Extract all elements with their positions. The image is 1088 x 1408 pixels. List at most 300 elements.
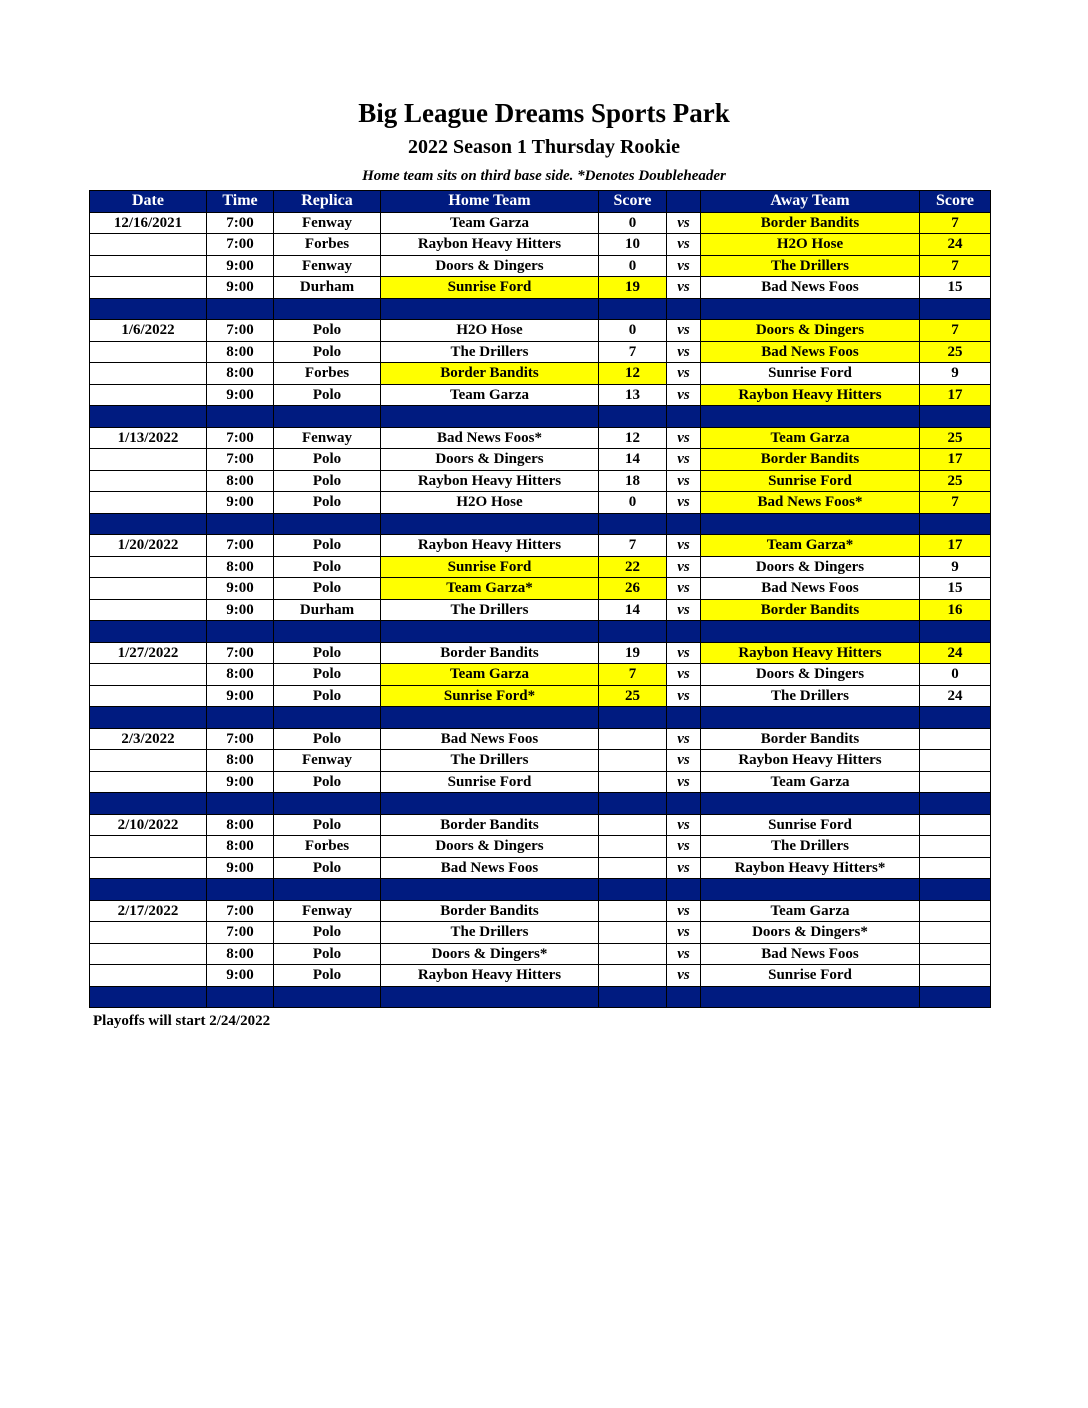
time-cell: 7:00 xyxy=(207,449,274,471)
away-score-cell xyxy=(920,771,991,793)
vs-cell: vs xyxy=(667,556,701,578)
time-cell: 9:00 xyxy=(207,492,274,514)
home-score-cell xyxy=(599,922,667,944)
table-row xyxy=(90,470,991,492)
separator-cell xyxy=(90,406,207,428)
away-score-cell xyxy=(920,965,991,987)
home-team-cell: Border Bandits xyxy=(381,363,599,385)
home-score-cell xyxy=(599,814,667,836)
time-cell: 7:00 xyxy=(207,922,274,944)
separator-cell xyxy=(274,406,381,428)
separator-cell xyxy=(274,621,381,643)
home-score-cell: 0 xyxy=(599,492,667,514)
away-score-cell: 17 xyxy=(920,384,991,406)
date-cell xyxy=(90,836,207,858)
replica-cell: Polo xyxy=(274,857,381,879)
separator-cell xyxy=(207,707,274,729)
replica-cell: Polo xyxy=(274,384,381,406)
away-score-cell: 25 xyxy=(920,341,991,363)
separator-cell xyxy=(920,406,991,428)
home-team-cell: Doors & Dingers xyxy=(381,255,599,277)
vs-cell: vs xyxy=(667,427,701,449)
time-cell: 7:00 xyxy=(207,535,274,557)
away-team-cell: Team Garza xyxy=(701,427,920,449)
date-cell xyxy=(90,685,207,707)
replica-cell: Durham xyxy=(274,599,381,621)
away-team-cell: Border Bandits xyxy=(701,449,920,471)
home-team-cell: Doors & Dingers xyxy=(381,449,599,471)
home-team-cell: Raybon Heavy Hitters xyxy=(381,535,599,557)
away-team-cell: Border Bandits xyxy=(701,728,920,750)
time-cell: 9:00 xyxy=(207,857,274,879)
date-cell xyxy=(90,965,207,987)
separator-cell xyxy=(90,707,207,729)
table-row xyxy=(90,900,991,922)
vs-cell: vs xyxy=(667,965,701,987)
home-team-cell: Raybon Heavy Hitters xyxy=(381,470,599,492)
vs-cell: vs xyxy=(667,857,701,879)
home-score-cell: 0 xyxy=(599,212,667,234)
week-separator-row xyxy=(90,406,991,428)
date-cell xyxy=(90,234,207,256)
date-cell: 2/10/2022 xyxy=(90,814,207,836)
separator-cell xyxy=(667,513,701,535)
home-team-cell: Team Garza xyxy=(381,664,599,686)
table-row xyxy=(90,857,991,879)
table-row xyxy=(90,277,991,299)
table-row xyxy=(90,320,991,342)
time-cell: 7:00 xyxy=(207,234,274,256)
time-cell: 7:00 xyxy=(207,642,274,664)
home-score-cell: 0 xyxy=(599,255,667,277)
table-row xyxy=(90,449,991,471)
replica-cell: Forbes xyxy=(274,836,381,858)
replica-cell: Durham xyxy=(274,277,381,299)
away-team-cell: Bad News Foos xyxy=(701,341,920,363)
vs-cell: vs xyxy=(667,599,701,621)
away-score-cell xyxy=(920,900,991,922)
away-team-cell: Doors & Dingers xyxy=(701,556,920,578)
separator-cell xyxy=(90,986,207,1008)
home-score-cell: 22 xyxy=(599,556,667,578)
home-team-cell: Doors & Dingers xyxy=(381,836,599,858)
away-score-cell xyxy=(920,943,991,965)
home-score-cell xyxy=(599,728,667,750)
separator-cell xyxy=(274,298,381,320)
table-row xyxy=(90,965,991,987)
vs-cell: vs xyxy=(667,578,701,600)
table-row xyxy=(90,750,991,772)
separator-cell xyxy=(207,793,274,815)
separator-cell xyxy=(701,879,920,901)
away-score-cell: 7 xyxy=(920,255,991,277)
separator-cell xyxy=(381,513,599,535)
home-score-cell xyxy=(599,836,667,858)
col-header-home-team: Home Team xyxy=(381,191,599,213)
away-score-cell: 17 xyxy=(920,535,991,557)
table-header-row xyxy=(90,191,991,213)
col-header-date: Date xyxy=(90,191,207,213)
replica-cell: Polo xyxy=(274,578,381,600)
date-cell: 2/17/2022 xyxy=(90,900,207,922)
home-score-cell: 25 xyxy=(599,685,667,707)
time-cell: 8:00 xyxy=(207,470,274,492)
away-team-cell: Team Garza xyxy=(701,900,920,922)
replica-cell: Forbes xyxy=(274,234,381,256)
home-score-cell: 18 xyxy=(599,470,667,492)
date-cell xyxy=(90,771,207,793)
home-team-cell: Border Bandits xyxy=(381,814,599,836)
week-separator-row xyxy=(90,707,991,729)
away-score-cell: 15 xyxy=(920,578,991,600)
separator-cell xyxy=(381,879,599,901)
week-separator-row xyxy=(90,298,991,320)
separator-cell xyxy=(920,513,991,535)
separator-cell xyxy=(701,793,920,815)
time-cell: 7:00 xyxy=(207,900,274,922)
home-team-cell: Border Bandits xyxy=(381,900,599,922)
home-score-cell: 12 xyxy=(599,427,667,449)
replica-cell: Polo xyxy=(274,449,381,471)
vs-cell: vs xyxy=(667,363,701,385)
separator-cell xyxy=(667,621,701,643)
time-cell: 7:00 xyxy=(207,427,274,449)
away-score-cell: 24 xyxy=(920,642,991,664)
home-team-cell: Border Bandits xyxy=(381,642,599,664)
date-cell xyxy=(90,277,207,299)
separator-cell xyxy=(667,793,701,815)
separator-cell xyxy=(599,298,667,320)
table-row xyxy=(90,664,991,686)
home-score-cell: 7 xyxy=(599,535,667,557)
away-score-cell: 9 xyxy=(920,556,991,578)
time-cell: 8:00 xyxy=(207,341,274,363)
week-separator-row xyxy=(90,986,991,1008)
separator-cell xyxy=(207,986,274,1008)
home-team-cell: The Drillers xyxy=(381,750,599,772)
time-cell: 9:00 xyxy=(207,255,274,277)
week-separator-row xyxy=(90,793,991,815)
date-cell: 12/16/2021 xyxy=(90,212,207,234)
separator-cell xyxy=(90,298,207,320)
page-subtitle: 2022 Season 1 Thursday Rookie xyxy=(408,136,680,158)
away-team-cell: The Drillers xyxy=(701,836,920,858)
separator-cell xyxy=(920,621,991,643)
separator-cell xyxy=(920,298,991,320)
separator-cell xyxy=(274,707,381,729)
vs-cell: vs xyxy=(667,814,701,836)
date-cell: 2/3/2022 xyxy=(90,728,207,750)
home-team-cell: The Drillers xyxy=(381,341,599,363)
table-row xyxy=(90,212,991,234)
separator-cell xyxy=(667,986,701,1008)
vs-cell: vs xyxy=(667,922,701,944)
schedule-table xyxy=(89,190,991,1008)
away-team-cell: Sunrise Ford xyxy=(701,470,920,492)
replica-cell: Polo xyxy=(274,814,381,836)
home-team-cell: Bad News Foos xyxy=(381,857,599,879)
col-header-vs xyxy=(667,191,701,213)
table-row xyxy=(90,814,991,836)
table-row xyxy=(90,535,991,557)
vs-cell: vs xyxy=(667,535,701,557)
vs-cell: vs xyxy=(667,750,701,772)
date-cell xyxy=(90,857,207,879)
table-row xyxy=(90,922,991,944)
schedule-note: Home team sits on third base side. *Denotes Doubleheader xyxy=(362,168,726,184)
home-team-cell: Bad News Foos xyxy=(381,728,599,750)
table-row xyxy=(90,234,991,256)
away-team-cell: Raybon Heavy Hitters xyxy=(701,750,920,772)
away-score-cell: 15 xyxy=(920,277,991,299)
separator-cell xyxy=(274,513,381,535)
away-team-cell: Bad News Foos* xyxy=(701,492,920,514)
vs-cell: vs xyxy=(667,943,701,965)
replica-cell: Polo xyxy=(274,771,381,793)
vs-cell: vs xyxy=(667,320,701,342)
separator-cell xyxy=(274,879,381,901)
time-cell: 7:00 xyxy=(207,212,274,234)
separator-cell xyxy=(381,793,599,815)
home-score-cell xyxy=(599,750,667,772)
date-cell xyxy=(90,384,207,406)
separator-cell xyxy=(667,298,701,320)
vs-cell: vs xyxy=(667,492,701,514)
separator-cell xyxy=(90,513,207,535)
date-cell: 1/6/2022 xyxy=(90,320,207,342)
col-header-away-team: Away Team xyxy=(701,191,920,213)
away-score-cell xyxy=(920,814,991,836)
separator-cell xyxy=(207,298,274,320)
time-cell: 9:00 xyxy=(207,771,274,793)
away-score-cell: 7 xyxy=(920,320,991,342)
vs-cell: vs xyxy=(667,384,701,406)
separator-cell xyxy=(599,707,667,729)
separator-cell xyxy=(599,879,667,901)
home-score-cell xyxy=(599,771,667,793)
away-team-cell: Raybon Heavy Hitters xyxy=(701,384,920,406)
home-team-cell: Team Garza xyxy=(381,384,599,406)
home-score-cell xyxy=(599,900,667,922)
away-score-cell: 0 xyxy=(920,664,991,686)
replica-cell: Polo xyxy=(274,320,381,342)
away-score-cell xyxy=(920,857,991,879)
table-row xyxy=(90,771,991,793)
separator-cell xyxy=(701,621,920,643)
separator-cell xyxy=(701,513,920,535)
table-row xyxy=(90,427,991,449)
away-score-cell xyxy=(920,836,991,858)
away-score-cell: 17 xyxy=(920,449,991,471)
week-separator-row xyxy=(90,621,991,643)
separator-cell xyxy=(207,406,274,428)
home-score-cell: 7 xyxy=(599,341,667,363)
home-team-cell: Sunrise Ford xyxy=(381,277,599,299)
table-row xyxy=(90,556,991,578)
table-row xyxy=(90,943,991,965)
separator-cell xyxy=(920,793,991,815)
vs-cell: vs xyxy=(667,277,701,299)
home-score-cell xyxy=(599,857,667,879)
table-row xyxy=(90,685,991,707)
home-score-cell xyxy=(599,943,667,965)
away-team-cell: The Drillers xyxy=(701,685,920,707)
date-cell xyxy=(90,664,207,686)
time-cell: 8:00 xyxy=(207,814,274,836)
home-team-cell: H2O Hose xyxy=(381,492,599,514)
separator-cell xyxy=(920,879,991,901)
away-score-cell xyxy=(920,750,991,772)
separator-cell xyxy=(701,298,920,320)
time-cell: 8:00 xyxy=(207,836,274,858)
replica-cell: Fenway xyxy=(274,255,381,277)
home-score-cell: 13 xyxy=(599,384,667,406)
time-cell: 8:00 xyxy=(207,556,274,578)
replica-cell: Polo xyxy=(274,943,381,965)
date-cell xyxy=(90,470,207,492)
separator-cell xyxy=(207,621,274,643)
vs-cell: vs xyxy=(667,449,701,471)
home-score-cell xyxy=(599,965,667,987)
away-team-cell: Bad News Foos xyxy=(701,578,920,600)
vs-cell: vs xyxy=(667,900,701,922)
table-row xyxy=(90,599,991,621)
date-cell xyxy=(90,492,207,514)
table-row xyxy=(90,384,991,406)
away-score-cell: 7 xyxy=(920,492,991,514)
away-team-cell: Raybon Heavy Hitters xyxy=(701,642,920,664)
separator-cell xyxy=(667,707,701,729)
time-cell: 8:00 xyxy=(207,363,274,385)
away-team-cell: Doors & Dingers xyxy=(701,664,920,686)
separator-cell xyxy=(667,406,701,428)
table-row xyxy=(90,578,991,600)
vs-cell: vs xyxy=(667,664,701,686)
away-score-cell: 7 xyxy=(920,212,991,234)
replica-cell: Polo xyxy=(274,685,381,707)
replica-cell: Polo xyxy=(274,556,381,578)
away-team-cell: Doors & Dingers* xyxy=(701,922,920,944)
playoffs-note: Playoffs will start 2/24/2022 xyxy=(93,1013,271,1029)
vs-cell: vs xyxy=(667,470,701,492)
separator-cell xyxy=(90,621,207,643)
schedule-body xyxy=(90,212,991,1008)
date-cell xyxy=(90,943,207,965)
date-cell: 1/13/2022 xyxy=(90,427,207,449)
separator-cell xyxy=(207,513,274,535)
separator-cell xyxy=(599,793,667,815)
home-team-cell: Sunrise Ford xyxy=(381,771,599,793)
vs-cell: vs xyxy=(667,685,701,707)
vs-cell: vs xyxy=(667,255,701,277)
away-team-cell: Bad News Foos xyxy=(701,277,920,299)
separator-cell xyxy=(920,986,991,1008)
away-score-cell: 25 xyxy=(920,427,991,449)
home-team-cell: Sunrise Ford* xyxy=(381,685,599,707)
separator-cell xyxy=(667,879,701,901)
date-cell xyxy=(90,556,207,578)
home-team-cell: The Drillers xyxy=(381,599,599,621)
time-cell: 9:00 xyxy=(207,384,274,406)
date-cell xyxy=(90,599,207,621)
vs-cell: vs xyxy=(667,642,701,664)
replica-cell: Forbes xyxy=(274,363,381,385)
replica-cell: Polo xyxy=(274,728,381,750)
page-title: Big League Dreams Sports Park xyxy=(358,98,730,128)
date-cell xyxy=(90,578,207,600)
away-team-cell: Bad News Foos xyxy=(701,943,920,965)
away-score-cell xyxy=(920,728,991,750)
separator-cell xyxy=(274,793,381,815)
home-score-cell: 14 xyxy=(599,599,667,621)
time-cell: 8:00 xyxy=(207,943,274,965)
separator-cell xyxy=(599,986,667,1008)
away-score-cell: 24 xyxy=(920,685,991,707)
time-cell: 9:00 xyxy=(207,685,274,707)
date-cell xyxy=(90,750,207,772)
separator-cell xyxy=(381,298,599,320)
vs-cell: vs xyxy=(667,212,701,234)
col-header-away-score: Score xyxy=(920,191,991,213)
away-team-cell: Border Bandits xyxy=(701,599,920,621)
date-cell xyxy=(90,449,207,471)
table-row xyxy=(90,728,991,750)
away-score-cell: 24 xyxy=(920,234,991,256)
separator-cell xyxy=(920,707,991,729)
home-score-cell: 26 xyxy=(599,578,667,600)
separator-cell xyxy=(701,707,920,729)
separator-cell xyxy=(90,793,207,815)
replica-cell: Fenway xyxy=(274,427,381,449)
table-row xyxy=(90,492,991,514)
table-row xyxy=(90,836,991,858)
home-score-cell: 19 xyxy=(599,277,667,299)
col-header-time: Time xyxy=(207,191,274,213)
time-cell: 8:00 xyxy=(207,664,274,686)
time-cell: 9:00 xyxy=(207,965,274,987)
table-row xyxy=(90,341,991,363)
time-cell: 7:00 xyxy=(207,728,274,750)
away-team-cell: Team Garza xyxy=(701,771,920,793)
vs-cell: vs xyxy=(667,234,701,256)
separator-cell xyxy=(381,986,599,1008)
separator-cell xyxy=(701,406,920,428)
away-team-cell: The Drillers xyxy=(701,255,920,277)
replica-cell: Fenway xyxy=(274,900,381,922)
replica-cell: Polo xyxy=(274,492,381,514)
separator-cell xyxy=(599,513,667,535)
separator-cell xyxy=(90,879,207,901)
home-team-cell: Team Garza* xyxy=(381,578,599,600)
date-cell xyxy=(90,363,207,385)
away-score-cell xyxy=(920,922,991,944)
col-header-home-score: Score xyxy=(599,191,667,213)
week-separator-row xyxy=(90,879,991,901)
away-score-cell: 25 xyxy=(920,470,991,492)
away-team-cell: Doors & Dingers xyxy=(701,320,920,342)
home-team-cell: Doors & Dingers* xyxy=(381,943,599,965)
home-team-cell: Sunrise Ford xyxy=(381,556,599,578)
week-separator-row xyxy=(90,513,991,535)
replica-cell: Polo xyxy=(274,965,381,987)
time-cell: 7:00 xyxy=(207,320,274,342)
home-score-cell: 10 xyxy=(599,234,667,256)
home-score-cell: 7 xyxy=(599,664,667,686)
date-cell: 1/27/2022 xyxy=(90,642,207,664)
time-cell: 9:00 xyxy=(207,599,274,621)
replica-cell: Polo xyxy=(274,470,381,492)
replica-cell: Polo xyxy=(274,922,381,944)
